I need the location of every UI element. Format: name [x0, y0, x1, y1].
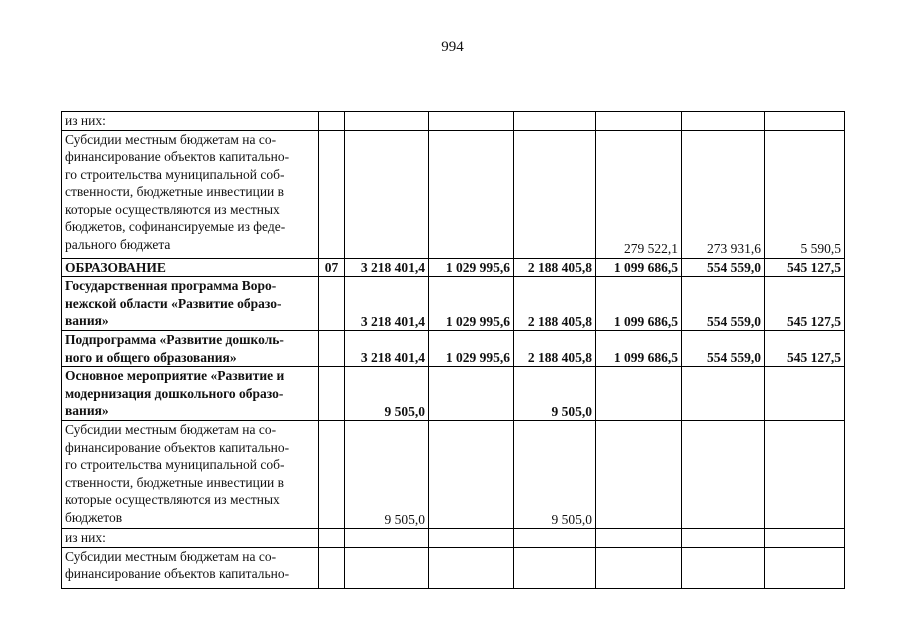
value-cell [596, 367, 682, 421]
row-name-line: ного и общего образования» [65, 349, 237, 365]
row-name-line: Государственная программа Воро- [65, 278, 277, 293]
row-name-line: го строительства муниципальной соб- [65, 166, 285, 182]
value-cell [345, 130, 429, 258]
row-name [62, 547, 319, 588]
value-cell [765, 112, 845, 131]
value-cell: 9 505,0 [514, 367, 596, 421]
row-name-line: Подпрограмма «Развитие дошколь- [65, 332, 284, 347]
value-cell: 1 099 686,5 [596, 331, 682, 367]
value-cell [514, 529, 596, 548]
row-name-line: ственности, бюджетные инвестиции в [65, 474, 285, 490]
row-name-line: вания» [65, 313, 109, 328]
value-cell: 2 188 405,8 [514, 331, 596, 367]
value-cell [596, 421, 682, 529]
row-name [62, 112, 319, 131]
value-cell: 273 931,6 [682, 130, 765, 258]
page-number: 994 [441, 39, 464, 55]
value-cell: 554 559,0 [682, 258, 765, 277]
value-cell [514, 547, 596, 588]
row-name [62, 331, 319, 367]
row-name-line: нежской области «Развитие образо- [65, 295, 282, 311]
table-row [62, 421, 845, 529]
value-cell: 3 218 401,4 [345, 258, 429, 277]
value-cell: 5 590,5 [765, 130, 845, 258]
value-cell: 545 127,5 [765, 331, 845, 367]
value-cell: 9 505,0 [514, 421, 596, 529]
section-code [319, 529, 345, 548]
value-cell [596, 529, 682, 548]
row-name-line: рального бюджета [65, 236, 171, 252]
row-name-line: Субсидии местным бюджетам на со- [65, 422, 277, 437]
value-cell [345, 547, 429, 588]
row-name [62, 367, 319, 421]
value-cell [682, 547, 765, 588]
budget-table-body [62, 112, 845, 589]
row-name [62, 277, 319, 331]
row-name-line: Субсидии местным бюджетам на со- [65, 548, 277, 564]
row-name [62, 529, 319, 548]
value-cell [682, 529, 765, 548]
value-cell: 2 188 405,8 [514, 277, 596, 331]
value-cell: 1 029 995,6 [429, 331, 514, 367]
row-name-line: которые осуществляются из местных [65, 492, 280, 507]
value-cell [429, 367, 514, 421]
value-cell [345, 529, 429, 548]
value-cell: 3 218 401,4 [345, 331, 429, 367]
row-name [62, 130, 319, 258]
row-name [62, 421, 319, 529]
value-cell [765, 529, 845, 548]
value-cell [345, 112, 429, 131]
value-cell [765, 547, 845, 588]
row-name-line: Основное мероприятие «Развитие и [65, 368, 285, 383]
value-cell: 1 099 686,5 [596, 258, 682, 277]
section-code [319, 367, 345, 421]
table-row [62, 367, 845, 421]
value-cell [682, 367, 765, 421]
value-cell: 1 029 995,6 [429, 277, 514, 331]
value-cell: 1 029 995,6 [429, 258, 514, 277]
section-code [319, 421, 345, 529]
row-name-line: которые осуществляются из местных [65, 201, 280, 217]
value-cell [429, 130, 514, 258]
section-code [319, 277, 345, 331]
section-code [319, 112, 345, 131]
row-name-line: вания» [65, 403, 109, 418]
row-name-line: финансирование объектов капитально- [65, 439, 290, 455]
value-cell [429, 547, 514, 588]
row-name-line: финансирование объектов капитально- [65, 566, 290, 581]
section-code [319, 331, 345, 367]
row-name-line: ОБРАЗОВАНИЕ [65, 259, 166, 275]
row-name-line: бюджетов, софинансируемые из феде- [65, 219, 286, 234]
row-name-line: Субсидии местным бюджетам на со- [65, 131, 277, 147]
row-name-line: финансирование объектов капитально- [65, 149, 290, 164]
table-row [62, 547, 845, 588]
value-cell: 9 505,0 [345, 421, 429, 529]
row-name-line: из них: [65, 530, 106, 545]
value-cell [765, 367, 845, 421]
value-cell [682, 421, 765, 529]
value-cell: 1 099 686,5 [596, 277, 682, 331]
table-row [62, 529, 845, 548]
value-cell: 9 505,0 [345, 367, 429, 421]
row-name [62, 258, 319, 277]
table-row [62, 277, 845, 331]
row-name-line: ственности, бюджетные инвестиции в [65, 184, 285, 199]
value-cell [596, 547, 682, 588]
value-cell: 3 218 401,4 [345, 277, 429, 331]
table-row [62, 331, 845, 367]
value-cell [765, 421, 845, 529]
value-cell: 545 127,5 [765, 258, 845, 277]
value-cell [596, 112, 682, 131]
section-code: 07 [319, 258, 345, 277]
value-cell: 554 559,0 [682, 277, 765, 331]
value-cell [514, 112, 596, 131]
value-cell: 554 559,0 [682, 331, 765, 367]
section-code [319, 547, 345, 588]
value-cell: 279 522,1 [596, 130, 682, 258]
section-code [319, 130, 345, 258]
value-cell: 2 188 405,8 [514, 258, 596, 277]
row-name-line: бюджетов [65, 509, 123, 525]
value-cell: 545 127,5 [765, 277, 845, 331]
value-cell [429, 112, 514, 131]
value-cell [429, 421, 514, 529]
table-row [62, 112, 845, 131]
value-cell [514, 130, 596, 258]
row-name-line: из них: [65, 113, 106, 128]
row-name-line: го строительства муниципальной соб- [65, 457, 285, 472]
budget-table [61, 111, 845, 589]
table-row [62, 130, 845, 258]
value-cell [682, 112, 765, 131]
table-row [62, 258, 845, 277]
row-name-line: модернизация дошкольного образо- [65, 385, 284, 401]
value-cell [429, 529, 514, 548]
